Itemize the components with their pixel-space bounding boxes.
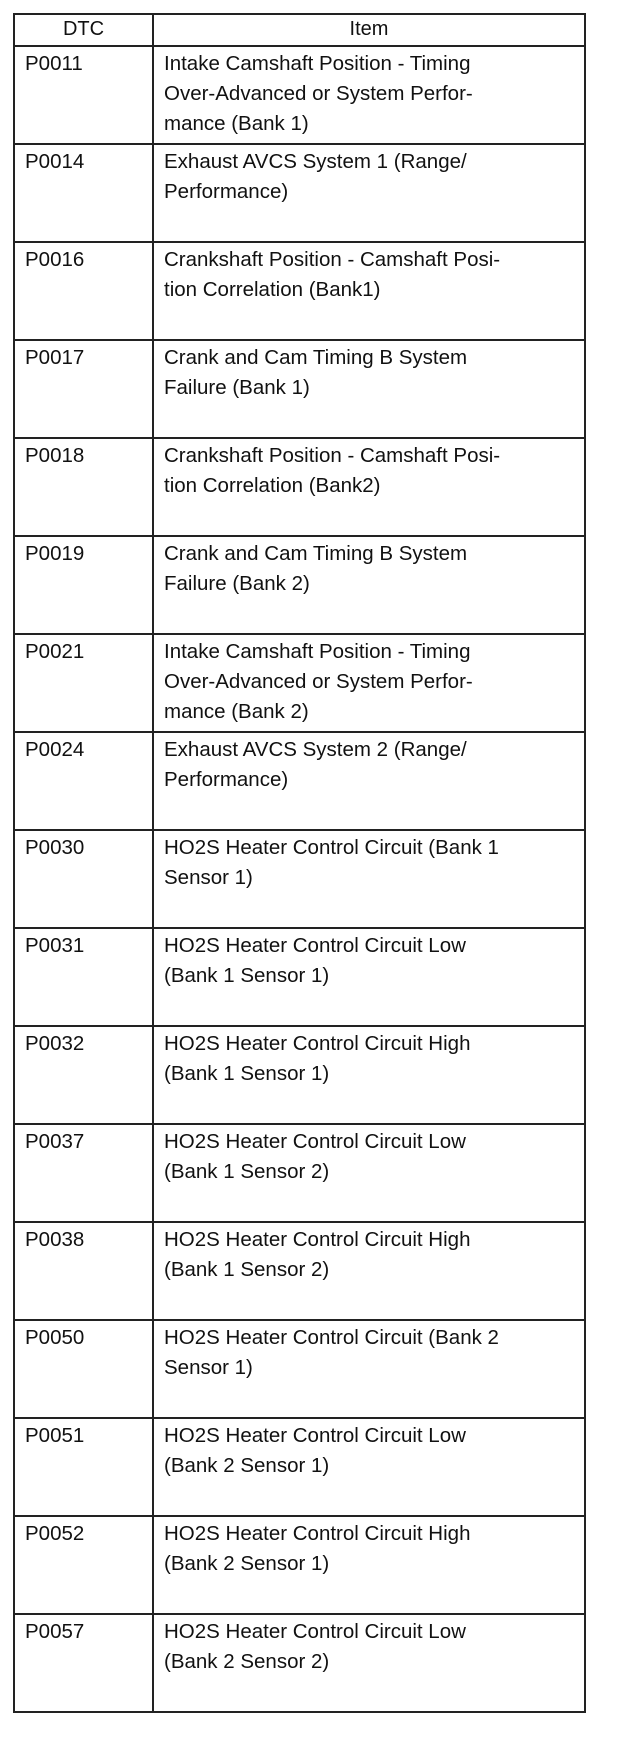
table-row	[14, 144, 585, 242]
dtc-code: P0019	[14, 536, 153, 634]
dtc-item-description: HO2S Heater Control Circuit High (Bank 1 Sensor 1)	[153, 1026, 585, 1124]
dtc-code: P0018	[14, 438, 153, 536]
dtc-item-description: Crankshaft Position - Camshaft Posi- tion Correlation (Bank1)	[153, 242, 585, 340]
dtc-code: P0031	[14, 928, 153, 1026]
table-row	[14, 1614, 585, 1712]
dtc-code: P0032	[14, 1026, 153, 1124]
dtc-code: P0014	[14, 144, 153, 242]
dtc-item-description: Intake Camshaft Position - Timing Over-Advanced or System Perfor- mance (Bank 1)	[153, 46, 585, 144]
table-row	[14, 1026, 585, 1124]
dtc-code: P0050	[14, 1320, 153, 1418]
dtc-code: P0037	[14, 1124, 153, 1222]
dtc-code: P0011	[14, 46, 153, 144]
table-row	[14, 1516, 585, 1614]
table-row	[14, 46, 585, 144]
dtc-item-description: Exhaust AVCS System 2 (Range/ Performance)	[153, 732, 585, 830]
table-row	[14, 340, 585, 438]
table-row	[14, 928, 585, 1026]
dtc-item-description: Crank and Cam Timing B System Failure (Bank 1)	[153, 340, 585, 438]
dtc-code: P0016	[14, 242, 153, 340]
dtc-item-description: Exhaust AVCS System 1 (Range/ Performance)	[153, 144, 585, 242]
dtc-item-description: HO2S Heater Control Circuit Low (Bank 1 Sensor 1)	[153, 928, 585, 1026]
dtc-code: P0052	[14, 1516, 153, 1614]
dtc-column-header: DTC	[14, 14, 153, 46]
dtc-item-description: HO2S Heater Control Circuit (Bank 2 Sensor 1)	[153, 1320, 585, 1418]
dtc-item-description: Intake Camshaft Position - Timing Over-Advanced or System Perfor- mance (Bank 2)	[153, 634, 585, 732]
dtc-code: P0038	[14, 1222, 153, 1320]
dtc-item-description: HO2S Heater Control Circuit Low (Bank 2 Sensor 1)	[153, 1418, 585, 1516]
dtc-item-description: HO2S Heater Control Circuit High (Bank 1 Sensor 2)	[153, 1222, 585, 1320]
table-body	[14, 46, 585, 1712]
dtc-item-description: Crank and Cam Timing B System Failure (Bank 2)	[153, 536, 585, 634]
dtc-code: P0057	[14, 1614, 153, 1712]
dtc-table	[13, 13, 586, 1713]
dtc-item-description: HO2S Heater Control Circuit Low (Bank 1 Sensor 2)	[153, 1124, 585, 1222]
dtc-item-description: HO2S Heater Control Circuit Low (Bank 2 Sensor 2)	[153, 1614, 585, 1712]
table-row	[14, 536, 585, 634]
table-row	[14, 634, 585, 732]
table-row	[14, 830, 585, 928]
dtc-code: P0030	[14, 830, 153, 928]
item-column-header: Item	[153, 14, 585, 46]
table-row	[14, 242, 585, 340]
table-row	[14, 1222, 585, 1320]
table-row	[14, 1124, 585, 1222]
dtc-code: P0021	[14, 634, 153, 732]
table-row	[14, 1320, 585, 1418]
dtc-code: P0024	[14, 732, 153, 830]
header-row	[14, 14, 585, 46]
dtc-code: P0017	[14, 340, 153, 438]
dtc-item-description: Crankshaft Position - Camshaft Posi- tion Correlation (Bank2)	[153, 438, 585, 536]
dtc-code: P0051	[14, 1418, 153, 1516]
table-header	[14, 14, 585, 46]
table-row	[14, 732, 585, 830]
table-row	[14, 438, 585, 536]
dtc-item-description: HO2S Heater Control Circuit (Bank 1 Sensor 1)	[153, 830, 585, 928]
dtc-item-description: HO2S Heater Control Circuit High (Bank 2 Sensor 1)	[153, 1516, 585, 1614]
table-row	[14, 1418, 585, 1516]
